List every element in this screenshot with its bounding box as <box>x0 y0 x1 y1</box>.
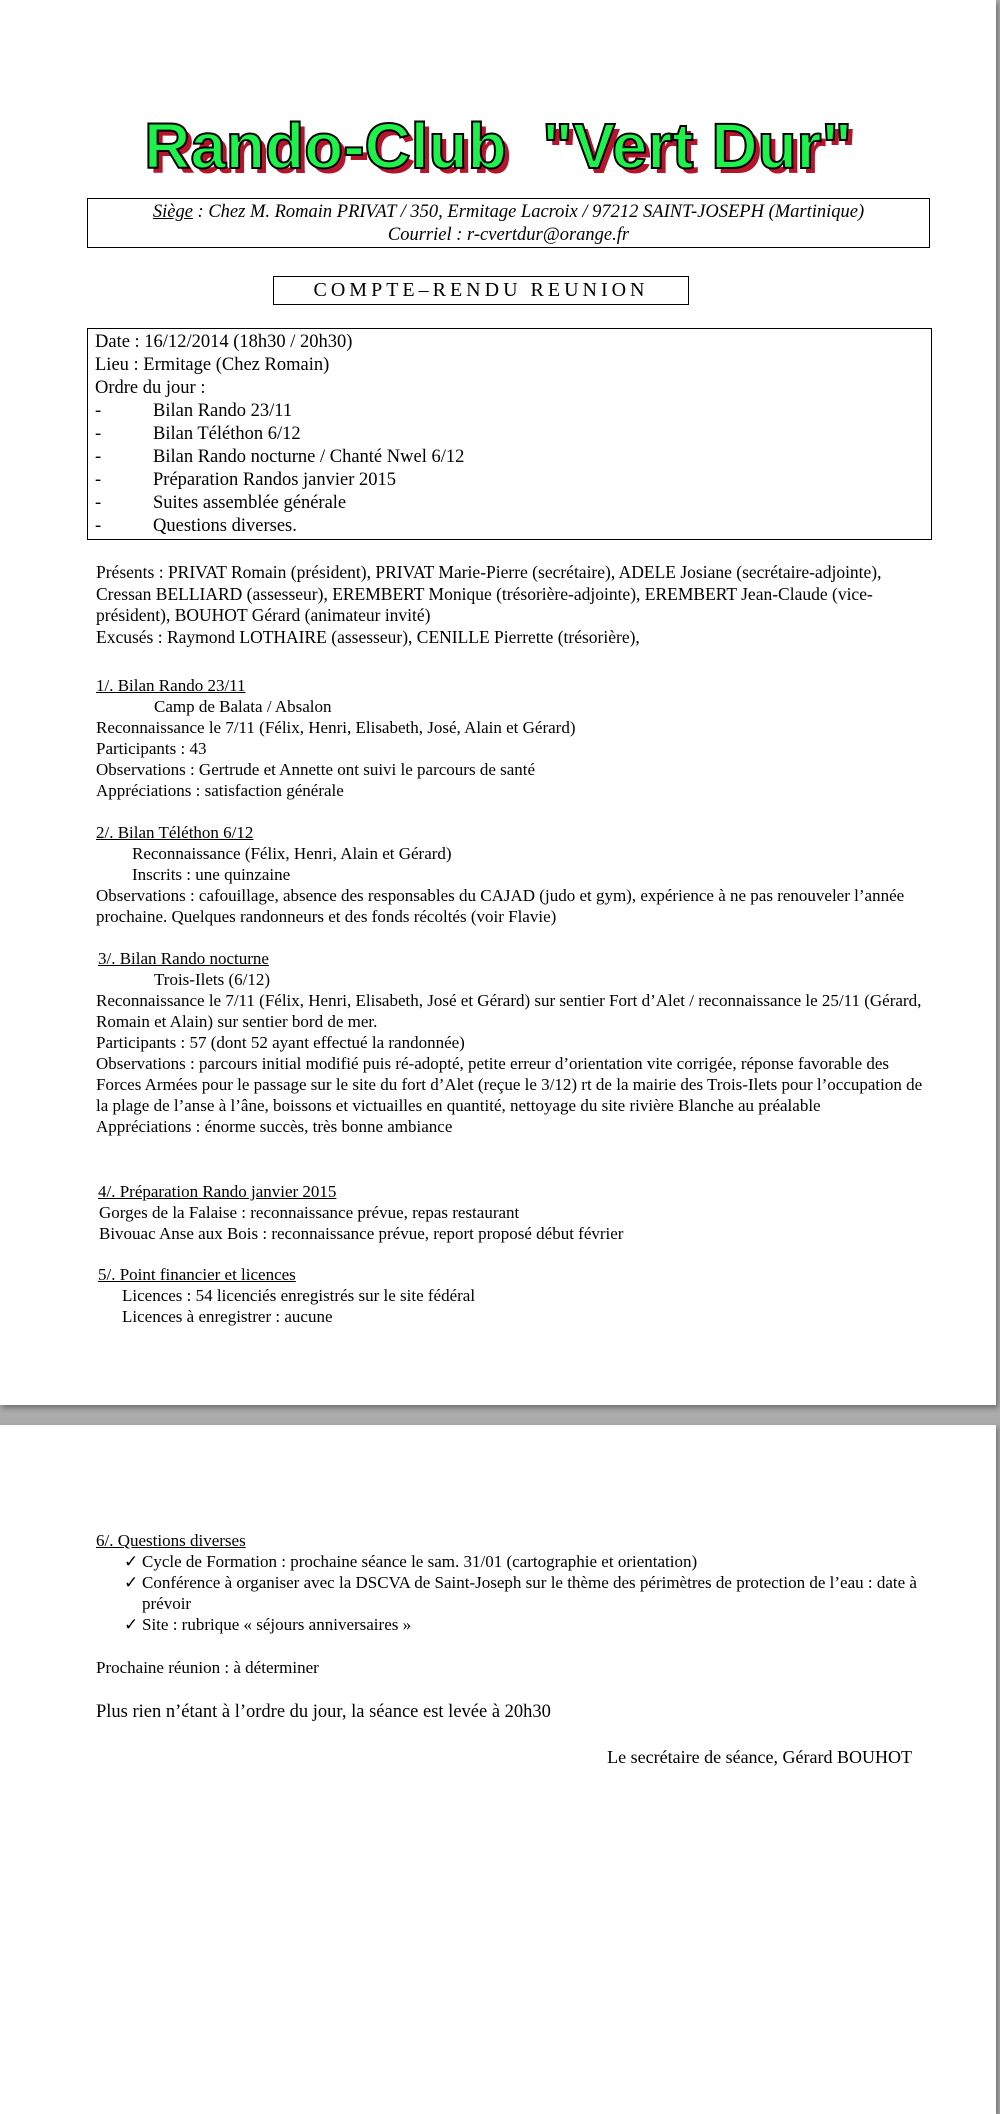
section-line: Bivouac Anse aux Bois : reconnaissance prévue, report proposé début février <box>99 1224 624 1243</box>
meeting-place: Lieu : Ermitage (Chez Romain) <box>95 355 330 375</box>
section-appreciations: Appréciations : satisfaction générale <box>96 781 344 800</box>
next-meeting: Prochaine réunion : à déterminer <box>96 1658 319 1677</box>
section-participants: Participants : 43 <box>96 739 207 758</box>
siege-label: Siège <box>152 202 193 222</box>
section-line: Licences : 54 licenciés enregistrés sur le site fédéral <box>122 1286 476 1305</box>
section-participants: Participants : 57 (dont 52 ayant effectué la randonnée) <box>96 1033 465 1052</box>
closing-statement: Plus rien n’étant à l’ordre du jour, la séance est levée à 20h30 <box>96 1702 551 1722</box>
section-3 <box>96 948 931 1137</box>
agenda-item: - Bilan Téléthon 6/12 <box>95 424 301 444</box>
list-item: ✓ Conférence à organiser avec la DSCVA de Saint-Joseph sur le thème des périmètres de protection de l’eau : date à prévoir <box>124 1573 917 1613</box>
attendees-present: Présents : PRIVAT Romain (président), PRIVAT Marie-Pierre (secrétaire), ADELE Josiane (secrétaire-adjointe), Cressan BELLIARD (assesseur), EREMBERT Monique (trésorière-adjointe), EREMBERT Jean-Claude (vice-président), BOUHOT Gérard (animateur invité) <box>96 562 882 625</box>
section-inscrits: Inscrits : une quinzaine <box>132 865 291 884</box>
dash-icon: - <box>95 424 102 444</box>
club-title: Rando-Club "Vert Dur" <box>144 110 852 182</box>
dash-icon: - <box>95 493 102 513</box>
section-heading: 1/. Bilan Rando 23/11 <box>96 676 246 695</box>
section-place: Camp de Balata / Absalon <box>154 697 332 716</box>
agenda-item: - Suites assemblée générale <box>95 493 347 513</box>
agenda-item: - Préparation Randos janvier 2015 <box>95 470 397 490</box>
attendees-excused: Excusés : Raymond LOTHAIRE (assesseur), CENILLE Pierrette (trésorière), <box>96 626 640 647</box>
document-page-2 <box>0 1425 996 2114</box>
section-4 <box>96 1181 931 1244</box>
section-appreciations: Appréciations : énorme succès, très bonne ambiance <box>96 1117 453 1136</box>
meeting-date: Date : 16/12/2014 (18h30 / 20h30) <box>95 332 353 352</box>
dash-icon: - <box>95 401 102 421</box>
section-line: Gorges de la Falaise : reconnaissance prévue, repas restaurant <box>99 1203 520 1222</box>
section-heading: 2/. Bilan Téléthon 6/12 <box>96 823 254 842</box>
agenda-title: Ordre du jour : <box>95 378 206 398</box>
checkmark-icon: ✓ <box>124 1552 139 1571</box>
section-heading: 3/. Bilan Rando nocturne <box>98 949 269 968</box>
section-heading: 6/. Questions diverses <box>96 1531 246 1550</box>
dash-icon: - <box>95 470 102 490</box>
signature: Le secrétaire de séance, Gérard BOUHOT <box>607 1747 912 1767</box>
agenda-item: - Questions diverses. <box>95 516 297 536</box>
checkmark-icon: ✓ <box>124 1573 139 1592</box>
dash-icon: - <box>95 516 102 536</box>
meeting-info-box <box>87 328 932 540</box>
title-block <box>0 108 996 184</box>
section-observations: Observations : Gertrude et Annette ont suivi le parcours de santé <box>96 760 536 779</box>
courriel-line: Courriel : r-cvertdur@orange.fr <box>387 225 630 245</box>
section-recon: Reconnaissance le 7/11 (Félix, Henri, Elisabeth, José et Gérard) sur sentier Fort d’Alet / reconnaissance le 25/11 (Gérard, Romain et Alain) sur sentier bord de mer. <box>96 991 922 1031</box>
list-item: ✓ Site : rubrique « séjours anniversaires » <box>124 1615 412 1634</box>
section-2 <box>96 822 931 927</box>
section-1 <box>96 675 931 801</box>
questions-list <box>96 1551 931 1635</box>
address-box <box>87 198 930 248</box>
checkmark-icon: ✓ <box>124 1615 139 1634</box>
report-title: COMPTE–RENDU REUNION <box>273 276 689 305</box>
section-recon: Reconnaissance le 7/11 (Félix, Henri, Elisabeth, José, Alain et Gérard) <box>96 718 576 737</box>
dash-icon: - <box>95 447 102 467</box>
section-6 <box>96 1530 931 1635</box>
section-heading: 4/. Préparation Rando janvier 2015 <box>98 1182 337 1201</box>
agenda-item: - Bilan Rando 23/11 <box>95 401 293 421</box>
siege-line <box>88 201 929 224</box>
section-observations: Observations : parcours initial modifié puis ré-adopté, petite erreur d’orientation vite corrigée, réponse favorable des Forces Armées pour le passage sur le site du fort d’Alet (reçue le 3/12) rt de la mairie des Trois-Ilets pour l’occupation de la plage de l’anse à l’âne, boissons et victuailles en quantité, nettoyage du site rivière Blanche au préalable <box>96 1054 923 1115</box>
list-item: ✓ Cycle de Formation : prochaine séance le sam. 31/01 (cartographie et orientation) <box>124 1552 698 1571</box>
section-5 <box>96 1264 931 1327</box>
agenda-item: - Bilan Rando nocturne / Chanté Nwel 6/12 <box>95 447 465 467</box>
section-observations: Observations : cafouillage, absence des responsables du CAJAD (judo et gym), expérience à ne pas renouveler l’année prochaine. Quelques randonneurs et des fonds récoltés (voir Flavie) <box>96 886 905 926</box>
section-line: Licences à enregistrer : aucune <box>122 1307 333 1326</box>
section-recon: Reconnaissance (Félix, Henri, Alain et Gérard) <box>132 844 452 863</box>
section-place: Trois-Ilets (6/12) <box>154 970 271 989</box>
section-heading: 5/. Point financier et licences <box>98 1265 296 1284</box>
siege-address: : Chez M. Romain PRIVAT / 350, Ermitage Lacroix / 97212 SAINT-JOSEPH (Martinique) <box>192 202 865 222</box>
attendance-block <box>96 562 931 648</box>
